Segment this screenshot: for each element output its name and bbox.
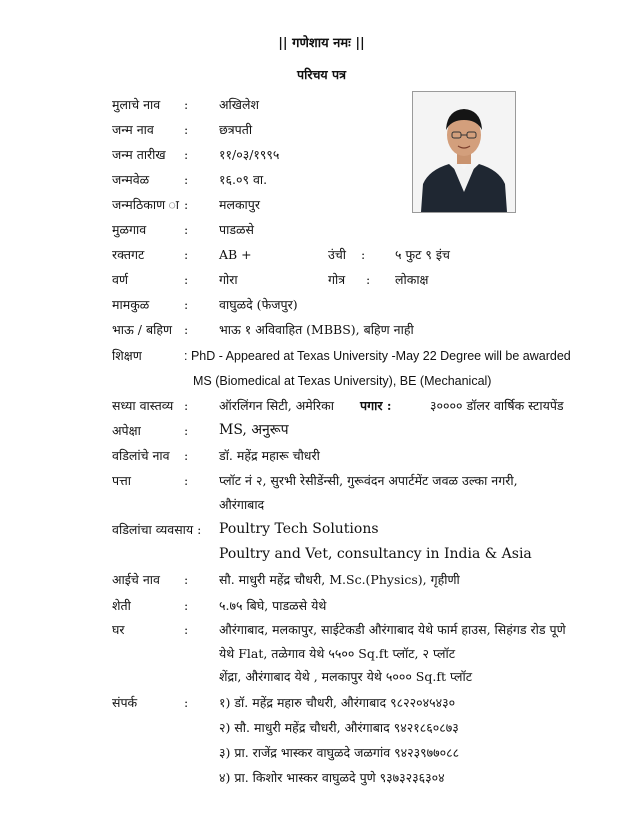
- address-label: पत्ता: [112, 473, 131, 488]
- dob-colon: :: [184, 147, 189, 162]
- birth-name-colon: :: [184, 122, 189, 137]
- address-value-line2: औरंगाबाद: [219, 497, 265, 512]
- education-value-line1: : PhD - Appeared at Texas University -May 22 Degree will be awarded: [184, 349, 571, 363]
- contact-colon: :: [184, 695, 189, 710]
- mother-name-label: आईचे नाव: [112, 572, 160, 587]
- residence-colon: :: [184, 398, 189, 413]
- farm-label: शेती: [112, 598, 131, 613]
- document-title: परिचय पत्र: [297, 67, 346, 82]
- residence-label: सध्या वास्तव्य: [112, 398, 174, 413]
- blood-group-label: रक्तगट: [112, 247, 145, 262]
- siblings-colon: :: [184, 322, 189, 337]
- dob-value: ११/०३/१९९५: [219, 147, 280, 162]
- native-place-label: मुळगाव: [112, 222, 147, 237]
- native-place-value: पाडळसे: [219, 222, 254, 237]
- complexion-value: गोरा: [219, 272, 238, 287]
- father-occupation-label: वडिलांचा व्यवसाय :: [112, 522, 202, 537]
- dob-label: जन्म तारीख: [112, 147, 166, 162]
- house-colon: :: [184, 622, 189, 637]
- invocation-heading: || गणेशाय नमः ||: [278, 36, 365, 51]
- mamkul-colon: :: [184, 297, 189, 312]
- height-value: ५ फुट ९ इंच: [395, 247, 450, 262]
- native-place-colon: :: [184, 222, 189, 237]
- height-colon: :: [361, 247, 366, 262]
- siblings-label: भाऊ / बहिण: [112, 322, 173, 337]
- father-occupation-line2: Poultry and Vet, consultancy in India & Asia: [219, 546, 532, 562]
- education-label: शिक्षण: [112, 348, 142, 363]
- house-value-line2: येथे Flat, तळेगाव येथे ५५०० Sq.ft प्लॉट, २ प्लॉट: [219, 646, 456, 661]
- father-occupation-line1: Poultry Tech Solutions: [219, 521, 379, 537]
- name-value: अखिलेश: [219, 97, 259, 112]
- birth-place-value: मलकापुर: [219, 197, 261, 212]
- mamkul-label: मामकुळ: [112, 297, 150, 312]
- name-label: मुलाचे नाव: [112, 97, 161, 112]
- birth-name-label: जन्म नाव: [112, 122, 154, 137]
- complexion-colon: :: [184, 272, 189, 287]
- father-name-label: वडिलांचे नाव: [112, 448, 170, 463]
- birth-name-value: छत्रपती: [219, 122, 253, 137]
- father-name-colon: :: [184, 448, 189, 463]
- blood-group-value: AB +: [219, 247, 252, 262]
- contact-item: ४) प्रा. किशोर भास्कर वाघुळदे पुणे ९३७३२३६३०४: [219, 770, 445, 785]
- expectation-label: अपेक्षा: [112, 423, 141, 438]
- complexion-label: वर्ण: [112, 272, 128, 287]
- birth-place-colon: :: [184, 197, 189, 212]
- house-value-line3: शेंद्रा, औरंगाबाद येथे , मलकापुर येथे ५००० Sq.ft प्लॉट: [219, 669, 473, 684]
- birth-time-value: १६.०९ वा.: [219, 172, 268, 187]
- contact-item: २) सौ. माधुरी महेंद्र चौधरी, औरंगाबाद ९४२१८६०८७३: [219, 720, 459, 735]
- address-colon: :: [184, 473, 189, 488]
- mamkul-value: वाघुळदे (फेजपुर): [219, 297, 298, 312]
- expectation-colon: :: [184, 423, 189, 438]
- mother-name-value: सौ. माधुरी महेंद्र चौधरी, M.Sc.(Physics), गृहीणी: [219, 572, 460, 587]
- farm-value: ५.७५ बिघे, पाडळसे येथे: [219, 598, 327, 613]
- residence-value: ऑरलिंगन सिटी, अमेरिका: [219, 398, 334, 413]
- house-value-line1: औरंगाबाद, मलकापुर, साईटेकडी औरंगाबाद येथे फार्म हाउस, सिहंगड रोड पूणे: [219, 622, 566, 637]
- contact-item: ३) प्रा. राजेंद्र भास्कर वाघुळदे जळगांव ९४२३९७७०८८: [219, 745, 460, 760]
- profile-photo-icon: [413, 92, 515, 212]
- siblings-value: भाऊ १ अविवाहित (MBBS), बहिण नाही: [219, 322, 414, 337]
- farm-colon: :: [184, 598, 189, 613]
- contact-label: संपर्क: [112, 695, 138, 710]
- name-colon: :: [184, 97, 189, 112]
- house-label: घर: [112, 622, 125, 637]
- expectation-value: MS, अनुरूप: [219, 422, 289, 438]
- father-name-value: डॉ. महेंद्र महारू चौधरी: [219, 448, 320, 463]
- profile-photo: [412, 91, 516, 213]
- education-value-line2: MS (Biomedical at Texas University), BE (Mechanical): [193, 374, 492, 388]
- contact-item: १) डॉ. महेंद्र महारु चौधरी, औरंगाबाद ९८२२०४५४३०: [219, 695, 456, 710]
- birth-place-label: जन्मठिकाण ा: [112, 197, 180, 212]
- gotra-colon: :: [366, 272, 371, 287]
- mother-name-colon: :: [184, 572, 189, 587]
- address-value-line1: प्लॉट नं २, सुरभी रेसीडेंन्सी, गुरूवंदन अपार्टमेंट जवळ उल्का नगरी,: [219, 473, 518, 488]
- birth-time-label: जन्मवेळ: [112, 172, 150, 187]
- salary-label: पगार :: [360, 398, 392, 413]
- gotra-label: गोत्र: [328, 272, 346, 287]
- birth-time-colon: :: [184, 172, 189, 187]
- gotra-value: लोकाक्ष: [395, 272, 429, 287]
- height-label: उंची: [328, 247, 347, 262]
- blood-group-colon: :: [184, 247, 189, 262]
- salary-value: ३०००० डॉलर वार्षिक स्टायपेंड: [430, 398, 564, 413]
